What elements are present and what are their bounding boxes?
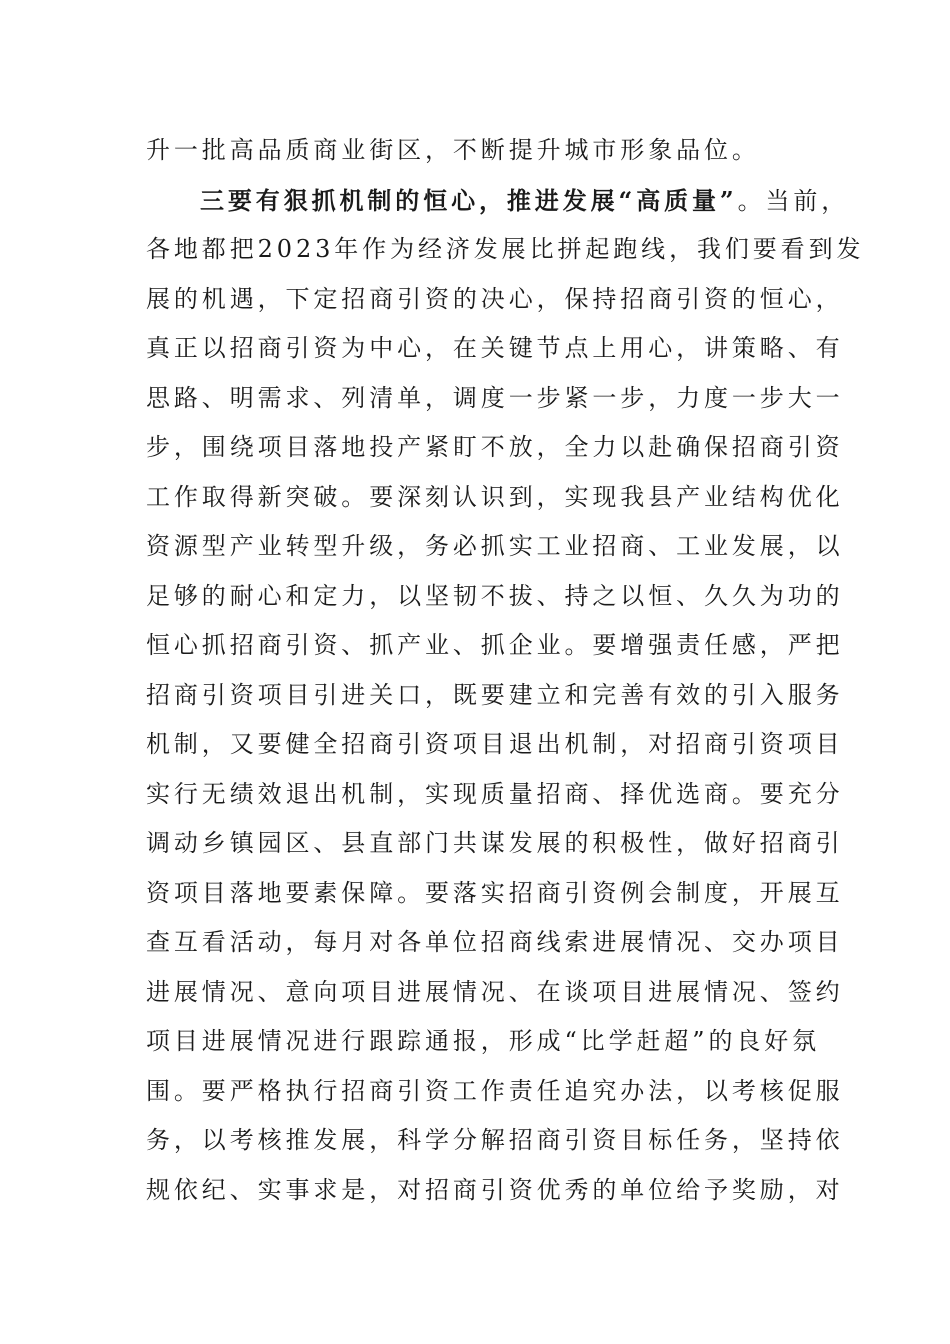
text-line: 招商引资项目引进关口，既要建立和完善有效的引入服务	[146, 680, 844, 709]
text-line: 各地都把2023年作为经济发展比拼起跑线，我们要看到发	[146, 235, 865, 263]
text-line: 升一批高品质商业街区，不断提升城市形象品位。	[146, 136, 760, 164]
text-line: 项目进展情况进行跟踪通报，形成“比学赶超”的良好氛	[146, 1027, 821, 1055]
text-line: 机制，又要健全招商引资项目退出机制，对招商引资项目	[146, 730, 844, 758]
text-line: 足够的耐心和定力，以坚韧不拔、持之以恒、久久为功的	[146, 581, 844, 610]
paragraph-heading: 三要有狠抓机制的恒心，推进发展“高质量”	[200, 185, 738, 215]
text-line: 步，围绕项目落地投产紧盯不放，全力以赴确保招商引资	[146, 433, 844, 461]
paragraph-first-line	[146, 176, 850, 226]
text-line-rest: 。当前，	[737, 186, 850, 215]
text-line: 查互看活动，每月对各单位招商线索进展情况、交办项目	[146, 928, 844, 956]
text-line: 恒心抓招商引资、抓产业、抓企业。要增强责任感，严把	[146, 631, 844, 659]
text-line: 务，以考核推发展，科学分解招商引资目标任务，坚持依	[146, 1126, 844, 1154]
text-line: 真正以招商引资为中心，在关键节点上用心，讲策略、有	[146, 334, 844, 362]
text-line: 实行无绩效退出机制，实现质量招商、择优选商。要充分	[146, 779, 844, 808]
text-line: 资项目落地要素保障。要落实招商引资例会制度，开展互	[146, 878, 844, 907]
text-line: 展的机遇，下定招商引资的决心，保持招商引资的恒心，	[146, 284, 844, 313]
text-line: 思路、明需求、列清单，调度一步紧一步，力度一步大一	[146, 383, 844, 412]
text-line: 工作取得新突破。要深刻认识到，实现我县产业结构优化	[146, 482, 844, 511]
text-line: 调动乡镇园区、县直部门共谋发展的积极性，做好招商引	[146, 829, 844, 857]
text-line: 资源型产业转型升级，务必抓实工业招商、工业发展，以	[146, 532, 844, 560]
text-line: 围。要严格执行招商引资工作责任追究办法，以考核促服	[146, 1076, 844, 1105]
text-line: 进展情况、意向项目进展情况、在谈项目进展情况、签约	[146, 977, 844, 1006]
text-line: 规依纪、实事求是，对招商引资优秀的单位给予奖励，对	[146, 1175, 844, 1204]
body-text	[146, 126, 865, 1215]
